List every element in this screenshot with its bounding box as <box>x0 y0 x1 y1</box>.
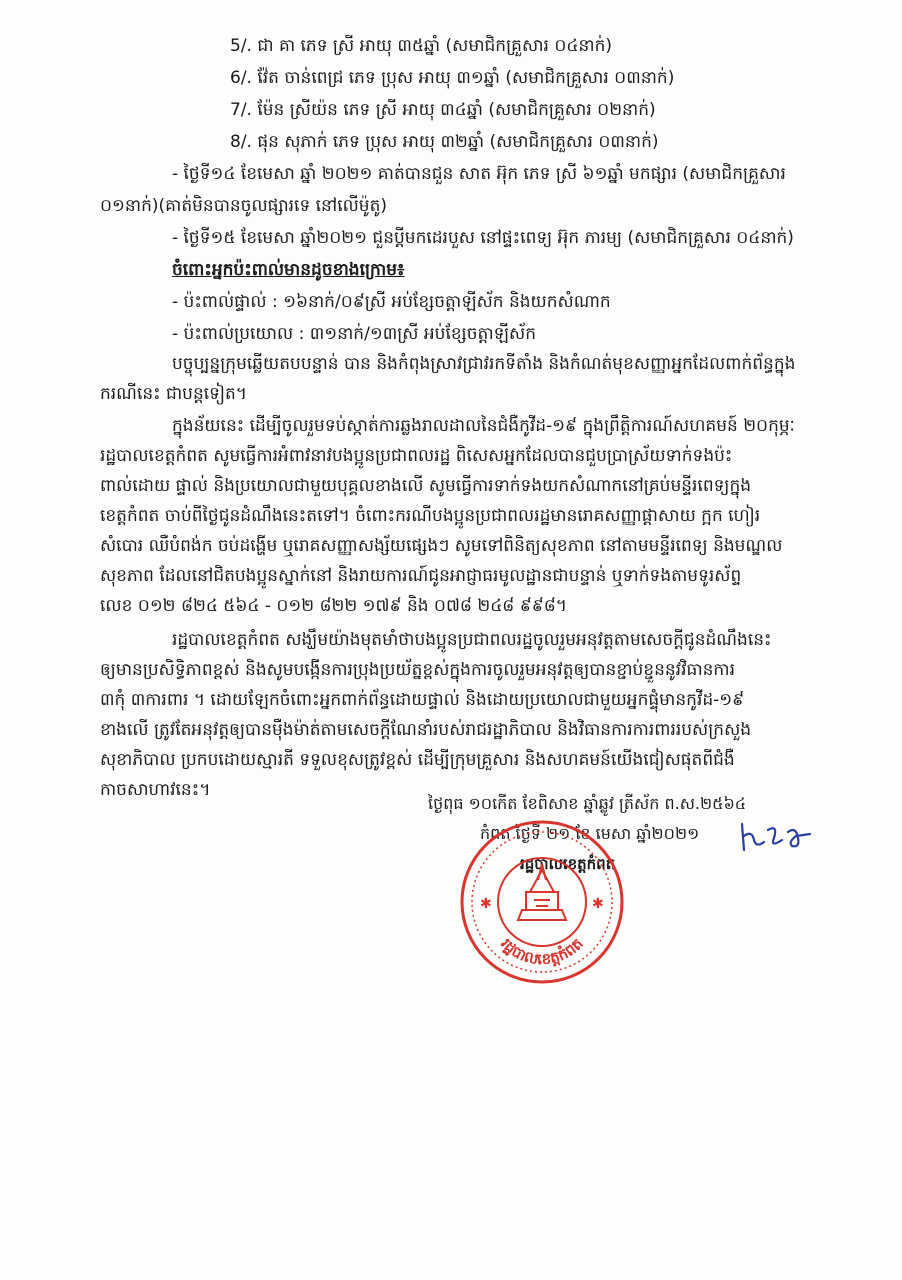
seal-text: រដ្ឋបាលខេត្តកំពត <box>497 934 587 969</box>
para1-line: បច្ចុប្បន្នក្រុមឆ្លើយតបបន្ទាន់ បាន និងកំពុងស្រាវជ្រាវរកទីតាំង និងកំណត់មុខសញ្ញាអ្នកដែលពាក់ព័ន្ធក្នុង <box>172 354 796 374</box>
contacts-heading: ចំពោះអ្នកប៉ះពាល់មានដូចខាងក្រោម៖ <box>172 260 405 280</box>
indirect-contact-line: - ប៉ះពាល់ប្រយោល : ៣១នាក់/១៣ស្រី អប់ខ្សែចត្តាឡីស័ក <box>172 324 537 344</box>
svg-text:✱: ✱ <box>480 896 492 912</box>
solar-date: កំពត ថ្ងៃទី ២១ ខែ មេសា ឆ្នាំ២០២១ <box>480 824 700 843</box>
para2-line: សុខភាព ដែលនៅជិតបងប្អូនស្នាក់នៅ និងរាយការណ៍ជូនអាជ្ញាធរមូលដ្ឋានជាបន្ទាន់ ឬទាក់ទងតាមទូរស័ព្ទ <box>100 566 742 586</box>
para2-line: សំបោរ ឈឺបំពង់ក ចប់ដង្ហើម ឬរោគសញ្ញាសង្ស័យផ្សេងៗ សូមទៅពិនិត្យសុខភាព នៅតាមមន្ទីរពេទ្យ និងមណ្ឌល <box>100 536 783 556</box>
para3-line: ឲ្យមានប្រសិទ្ធិភាពខ្ពស់ និងសូមបង្កើនការប្រុងប្រយ័ត្នខ្ពស់ក្នុងការចូលរួមអនុវត្តឲ្យបានខ្ជាប់ខ្ជួននូវវិធានការ <box>100 660 736 680</box>
para2-line: រដ្ឋបាលខេត្តកំពត សូមធ្វើការអំពាវនាវបងប្អូនប្រជាពលរដ្ឋ ពិសេសអ្នកដែលបានជួបប្រាស្រ័យទាក់ទងប៉ះ <box>100 446 733 466</box>
direct-contact-line: - ប៉ះពាល់ផ្ទាល់ : ១៦នាក់/០៩ស្រី អប់ខ្សែចត្តាឡីស័ក និងយកសំណាក <box>172 292 611 312</box>
para3-line: ៣កុំ ៣ការពារ ។ ដោយឡែកចំពោះអ្នកពាក់ព័ន្ធដោយផ្ទាល់ និងដោយប្រយោលជាមួយអ្នកផ្ទុំមានកូវីដ-១៩ <box>100 690 745 710</box>
apr14-line-2: ០១នាក់)(គាត់មិនបានចូលផ្សារទេ នៅលើម៉ូតូ) <box>100 196 388 216</box>
para2-line: លេខ ០១២ ៨២៤ ៥៦៤ - ០១២ ៨២២ ១៧៩ និង ០៧៨ ២៤៨ ៩៩៨។ <box>100 596 568 616</box>
svg-text:រដ្ឋបាលខេត្តកំពត <box>497 935 587 969</box>
para3-line: រដ្ឋបាលខេត្តកំពត សង្ឃឹមយ៉ាងមុតមាំថាបងប្អូនប្រជាពលរដ្ឋចូលរួមអនុវត្តតាមសេចក្តីជូនដំណឹងនេះ <box>172 630 772 650</box>
official-seal <box>458 818 626 986</box>
family-list-item-5: 5/. ជា គា ភេទ ស្រី អាយុ ៣៥ឆ្នាំ (សមាជិកគ្រួសារ ០៤នាក់) <box>230 36 613 56</box>
family-list-item-6: 6/. វ៉ែត ចាន់ពេជ្រ ភេទ ប្រុស អាយុ ៣១ឆ្នាំ (សមាជិកគ្រួសារ ០៣នាក់) <box>230 68 675 88</box>
signature-mark <box>738 820 818 854</box>
family-list-item-7: 7/. ម៉ែន ស្រីយ៉ន ភេទ ស្រី អាយុ ៣៤ឆ្នាំ (សមាជិកគ្រួសារ ០២នាក់) <box>230 100 656 120</box>
para3-line: ខាងលើ ត្រូវតែអនុវត្តឲ្យបានម៉ឺងម៉ាត់តាមសេចក្តីណែនាំរបស់រាជរដ្ឋាភិបាល និងវិធានការការពាររបស់ក្រសួង <box>100 720 752 740</box>
para3-line: សុខាភិបាល ប្រកបដោយស្មារតី ទទួលខុសត្រូវខ្ពស់ ដើម្បីក្រុមគ្រួសារ និងសហគមន៍យើងជៀសផុតពីជំងឺ <box>100 750 735 770</box>
lunar-date: ថ្ងៃពុធ ១០កើត ខែពិសាខ ឆ្នាំឆ្លូវ ត្រីស័ក ព.ស.២៥៦៤ <box>428 794 747 813</box>
para2-line: ក្នុងន័យនេះ ដើម្បីចូលរួមទប់ស្កាត់ការឆ្លងរាលដាលនៃជំងឺកូវីដ-១៩ ក្នុងព្រឹត្តិការណ៍សហគមន៍ ២០កុម្ភៈ <box>172 416 795 436</box>
para2-line: ខេត្តកំពត ចាប់ពីថ្ងៃជូនដំណឹងនេះតទៅ។ ចំពោះករណីបងប្អូនប្រជាពលរដ្ឋមានរោគសញ្ញាផ្តាសាយ ក្អក ហៀរ <box>100 506 761 526</box>
apr15-line: - ថ្ងៃទី១៥ ខែមេសា ឆ្នាំ២០២១ ជួនប្តីមកដេរបួស នៅផ្ទះពេទ្យ អ៊ុក ភារម្យ (សមាជិកគ្រួសារ ០៤នាក់) <box>172 228 794 248</box>
para2-line: ពាល់ដោយ ផ្ទាល់ និងប្រយោលជាមួយបុគ្គលខាងលើ សូមធ្វើការទាក់ទងយកសំណាកនៅគ្រប់មន្ទីរពេទ្យក្នុង <box>100 476 752 496</box>
para1-line: ករណីនេះ ជាបន្តទៀត។ <box>100 384 248 404</box>
signatory: រដ្ឋបាលខេត្តកំពត <box>520 855 616 873</box>
svg-text:✱: ✱ <box>592 896 604 912</box>
apr14-line-1: - ថ្ងៃទី១៤ ខែមេសា ឆ្នាំ ២០២១ គាត់បានជួន សាត អ៊ុក ភេទ ស្រី ៦១ឆ្នាំ មកផ្សារ (សមាជិកគ្រួសារ <box>172 164 786 184</box>
family-list-item-8: 8/. ផុន សុភាក់ ភេទ ប្រុស អាយុ ៣២ឆ្នាំ (សមាជិកគ្រួសារ ០៣នាក់) <box>230 132 659 152</box>
para3-line: កាចសាហាវនេះ។ <box>100 780 211 800</box>
